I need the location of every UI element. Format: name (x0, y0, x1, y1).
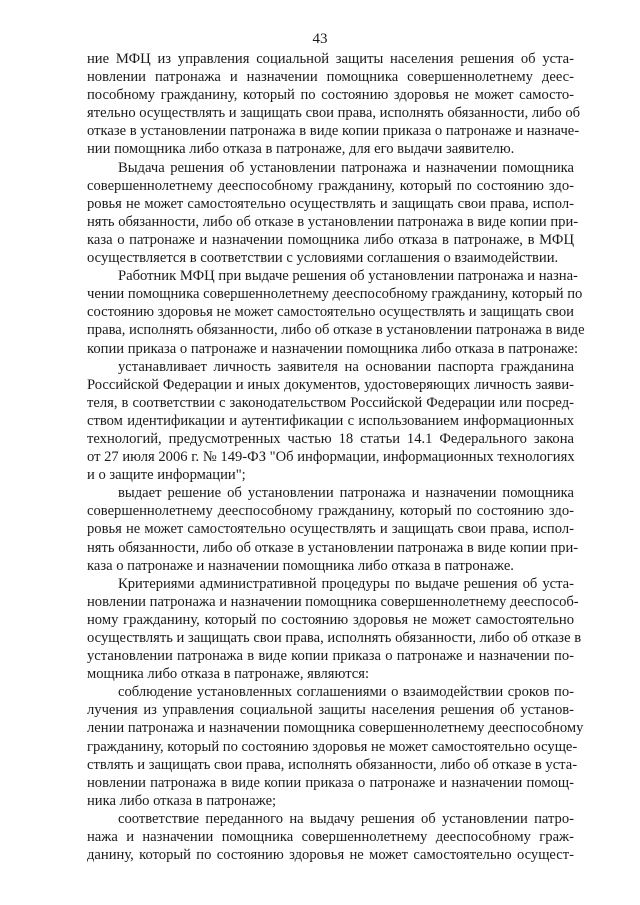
text-line: соответствие переданного на выдачу решения об установлении патро- (118, 810, 574, 827)
text-line: ному гражданину, который по состоянию здоровья не может самостоятельно (87, 611, 574, 628)
page-number: 43 (312, 31, 328, 47)
text-line: нии помощника либо отказа в патронаже, для его выдачи заявителю. (87, 141, 515, 158)
paragraph-issues (87, 484, 579, 574)
text-line: ника либо отказа в патронаже; (87, 792, 277, 809)
text-line: отказе в установлении патронажа в виде копии приказа о патронаже и назначе- (87, 123, 580, 140)
text-line: лении патронажа и назначении помощника совершеннолетнему дееспособному (87, 720, 584, 737)
text-line: осуществляется в соответствии с условиями соглашения о взаимодействии. (87, 250, 559, 267)
text-line: лучения из управления социальной защиты населения решения об установ- (87, 702, 574, 719)
text-line: нажа и назначении помощника совершеннолетнему дееспособному граж- (87, 829, 574, 846)
text-line: копии приказа о патронаже и назначении помощника либо отказа в патронаже: (87, 340, 578, 357)
text-line: Работник МФЦ при выдаче решения об установлении патронажа и назна- (118, 268, 578, 285)
text-line: пособному гражданину, который по состоянию здоровья не может самосто- (87, 87, 574, 104)
text-line: нять обязанности, либо об отказе в установлении патронажа в виде копии при- (87, 213, 579, 230)
text-line: нять обязанности, либо об отказе в установлении патронажа в виде копии при- (87, 539, 579, 556)
text-line: теля, в соответствии с законодательством Российской Федерации или посред- (87, 394, 574, 411)
text-line: совершеннолетнему дееспособному гражданину, который по состоянию здо- (87, 177, 574, 194)
paragraph-worker (87, 267, 585, 357)
text-line: от 27 июля 2006 г. № 149-ФЗ "Об информации, информационных технологиях (87, 449, 575, 466)
paragraph-criteria (87, 575, 582, 684)
text-line: соблюдение установленных соглашениями о взаимодействии сроков по- (118, 684, 574, 701)
text-line: Выдача решения об установлении патронажа и назначении помощника (118, 159, 574, 176)
text-line: Критериями административной процедуры по выдаче решения об уста- (118, 575, 574, 592)
text-line: мощника либо отказа в патронаже, являются: (87, 666, 370, 683)
text-line: новлении патронажа и назначении помощника совершеннолетнему дееспособ- (87, 593, 579, 610)
text-line: данину, который по состоянию здоровья не может самостоятельно осущест- (87, 847, 574, 864)
text-line: Российской Федерации и иных документов, удостоверяющих личность заяви- (87, 376, 574, 393)
paragraph-correspondence (87, 810, 574, 864)
text-line: новлении патронажа в виде копии приказа о патронаже и назначении помощ- (87, 774, 574, 791)
text-line: ством идентификации и аутентификации с использованием информационных (87, 412, 574, 429)
text-line: и о защите информации"; (87, 467, 246, 484)
text-line: гражданину, который по состоянию здоровья не может самостоятельно осуще- (87, 738, 578, 755)
text-line: каза о патронаже и назначении помощника либо отказа в патронаже, в МФЦ (87, 231, 574, 248)
text-line: устанавливает личность заявителя на основании паспорта гражданина (118, 358, 574, 375)
text-line: выдает решение об установлении патронажа и назначении помощника (118, 485, 574, 502)
text-line: совершеннолетнему дееспособному гражданину, который по состоянию здо- (87, 503, 574, 520)
paragraph-continuation (87, 50, 581, 159)
text-line: ние МФЦ из управления социальной защиты населения решения об уста- (87, 51, 574, 67)
text-line: осуществлять и защищать свои права, исполнять обязанности, либо об отказе в (87, 630, 582, 646)
text-line: ствлять и защищать свои права, исполнять обязанности, либо об отказе в уста- (87, 756, 578, 773)
text-line: ровья не может самостоятельно осуществлять и защищать свои права, испол- (87, 521, 574, 538)
paragraph-issuance (87, 159, 579, 268)
paragraph-identity (87, 358, 574, 485)
text-line: каза о патронаже и назначении помощника либо отказа в патронаже. (87, 557, 514, 574)
text-line: чении помощника совершеннолетнему дееспособному гражданину, который по (87, 286, 583, 303)
text-line: новлении патронажа и назначении помощника совершеннолетнему деес- (87, 69, 574, 86)
text-line: технологий, предусмотренных частью 18 статьи 14.1 Федерального закона (87, 430, 574, 447)
text-line: ровья не может самостоятельно осуществлять и защищать свои права, испол- (87, 195, 574, 212)
paragraph-compliance (87, 683, 584, 810)
text-line: установлении патронажа в виде копии приказа о патронаже и назначении по- (87, 648, 574, 665)
text-line: состоянию здоровья не может самостоятельно осуществлять и защищать свои (87, 304, 574, 321)
document-body (87, 50, 585, 864)
text-line: ятельно осуществлять и защищать свои права, исполнять обязанности, либо об (87, 105, 581, 122)
text-line: права, исполнять обязанности, либо об отказе в установлении патронажа в виде (87, 322, 585, 339)
